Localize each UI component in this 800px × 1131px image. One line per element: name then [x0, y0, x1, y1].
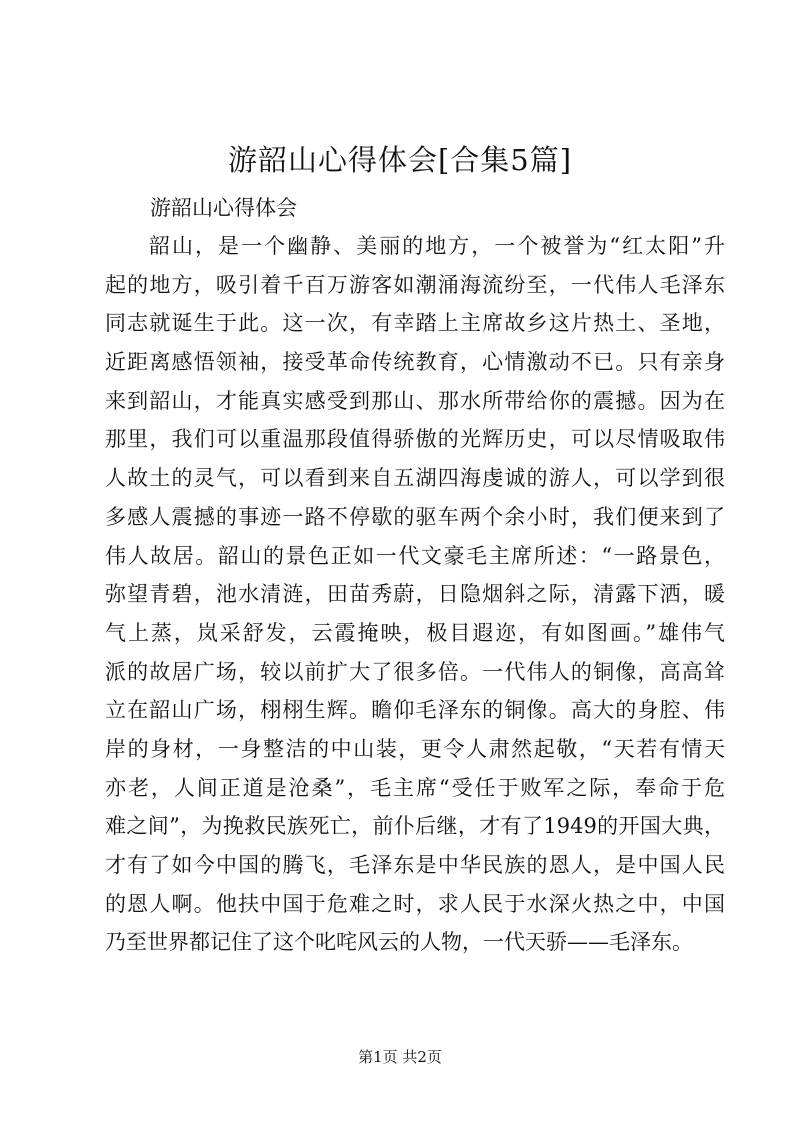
text-line: 伟人故居。韶山的景色正如一代文豪毛主席所述：“一路景色，	[105, 543, 725, 568]
text-line: 的恩人啊。他扶中国于危难之时，求人民于水深火热之中，中国	[105, 891, 725, 916]
body-text	[105, 227, 725, 962]
page-footer: 第1页 共2页	[358, 1048, 442, 1066]
section-heading: 游韶山心得体会	[150, 196, 297, 220]
text-line: 立在韶山广场，栩栩生辉。瞻仰毛泽东的铜像。高大的身腔、伟	[105, 698, 725, 723]
text-line: 韶山，是一个幽静、美丽的地方，一个被誉为“红太阳”升	[149, 234, 725, 258]
text-line: 多感人震撼的事迹一路不停歇的驱车两个余小时，我们便来到了	[105, 504, 725, 529]
text-line: 那里，我们可以重温那段值得骄傲的光辉历史，可以尽情吸取伟	[105, 427, 725, 452]
text-line: 近距离感悟领袖，接受革命传统教育，心情激动不已。只有亲身	[105, 350, 725, 375]
text-line: 派的故居广场，较以前扩大了很多倍。一代伟人的铜像，高高耸	[105, 659, 725, 684]
text-line: 人故土的灵气，可以看到来自五湖四海虔诚的游人，可以学到很	[105, 466, 725, 491]
text-line: 亦老，人间正道是沧桑”，毛主席“受任于败军之际，奉命于危	[105, 775, 725, 800]
text-line: 同志就诞生于此。这一次，有幸踏上主席故乡这片热土、圣地，	[105, 311, 725, 336]
text-line: 岸的身材，一身整洁的中山装，更令人肃然起敬，“天若有情天	[105, 736, 725, 761]
text-line: 才有了如今中国的腾飞，毛泽东是中华民族的恩人，是中国人民	[105, 853, 725, 877]
text-line: 难之间”，为挽救民族死亡，前仆后继，才有了1949的开国大典，	[105, 814, 725, 839]
text-line: 起的地方，吸引着千百万游客如潮涌海流纷至，一代伟人毛泽东	[105, 272, 725, 297]
text-line: 弥望青碧，池水清涟，田苗秀蔚，日隐烟斜之际，清露下洒，暖	[105, 582, 725, 607]
text-line: 气上蒸，岚采舒发，云霞掩映，极目遐迩，有如图画。”雄伟气	[105, 620, 725, 645]
text-line: 来到韶山，才能真实感受到那山、那水所带给你的震撼。因为在	[105, 388, 725, 413]
document-title: 游韶山心得体会[合集5篇]	[227, 143, 573, 177]
text-line: 乃至世界都记住了这个叱咤风云的人物，一代天骄——毛泽东。	[105, 930, 693, 955]
